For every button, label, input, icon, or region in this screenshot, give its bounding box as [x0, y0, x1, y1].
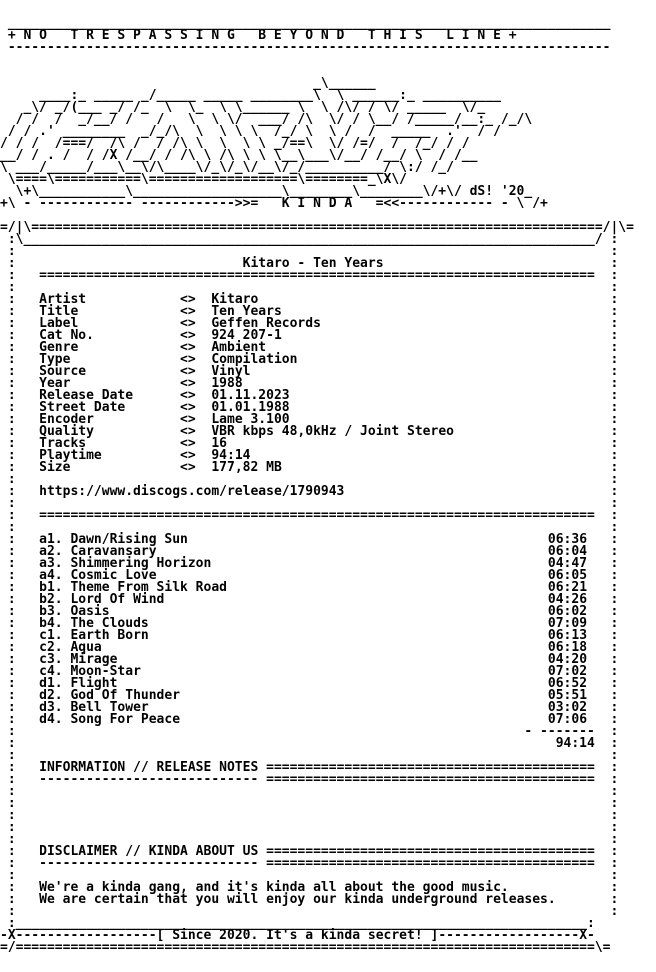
frame-left: :	[0, 820, 24, 835]
frame-right: :	[508, 880, 627, 895]
field-value: Vinyl	[211, 364, 251, 379]
frame-left: :	[0, 256, 24, 271]
frame-left: :	[0, 460, 24, 475]
track-time: 06:21	[547, 580, 588, 595]
track-title: Theme From Silk Road	[70, 580, 548, 595]
frame-left: :	[0, 892, 24, 907]
frame-left: :	[0, 520, 24, 535]
frame-left: :	[0, 508, 24, 523]
frame-right: :	[587, 712, 627, 727]
frame-left: :	[0, 664, 24, 679]
frame-left: :	[0, 412, 24, 427]
frame-right: :	[266, 340, 627, 355]
frame-right: :	[587, 652, 627, 667]
frame-right: :	[594, 760, 627, 775]
track-time: 06:18	[547, 640, 588, 655]
frame-bottom-inner: :_________________________________________________________________________:	[0, 916, 595, 931]
release-title: Kitaro - Ten Years	[242, 256, 384, 271]
frame-left: :	[0, 832, 24, 847]
nfo-document	[0, 18, 656, 968]
track-position: a3.	[39, 556, 63, 571]
frame-right: :	[281, 460, 627, 475]
field-label: Label	[39, 316, 181, 331]
banner	[0, 42, 656, 54]
frame-left: :	[0, 616, 24, 631]
frame-right: :	[587, 568, 627, 583]
frame-right: :	[23, 808, 627, 823]
field-label: Year	[39, 376, 181, 391]
footer-right: ------------------X-	[438, 928, 595, 943]
frame-left: :	[0, 808, 24, 823]
spacer	[0, 54, 656, 66]
track-title: Caravansary	[70, 544, 548, 559]
banner-line: _____________________________________________________________________________	[0, 18, 619, 31]
track-position: d3.	[39, 700, 63, 715]
frame-right: :	[587, 700, 627, 715]
frame-left: :	[0, 304, 24, 319]
frame-right: :	[587, 556, 627, 571]
track-position: b1.	[39, 580, 63, 595]
logo-art-line: __/ / . / / /X /__/ / /\ \ /\ \ \ \__\___\/__/ /__/ \ / /__	[0, 148, 556, 163]
frame-top-inner: :\_________________________________________________________________________/ :	[0, 232, 619, 247]
field-value: Ambient	[211, 340, 267, 355]
track-title: Moon-Star	[70, 664, 548, 679]
frame-right: :	[23, 832, 627, 847]
frame-right: :	[383, 256, 627, 271]
frame-right: :	[587, 628, 627, 643]
frame-right: :	[289, 412, 627, 427]
disclaimer-text: We're a kinda gang, and it's kinda all about the good music.	[39, 880, 509, 895]
track-title: God Of Thunder	[70, 688, 548, 703]
field-separator: <>	[180, 460, 196, 475]
track-time: 07:09	[547, 616, 588, 631]
frame	[0, 942, 656, 954]
field-label: Type	[39, 352, 181, 367]
frame-right: :	[23, 244, 627, 259]
track-time: 04:20	[547, 652, 588, 667]
track-time: 06:05	[547, 568, 588, 583]
frame-left: :	[0, 856, 24, 871]
frame-right: :	[242, 376, 627, 391]
field-label: Genre	[39, 340, 181, 355]
frame-left: :	[0, 436, 24, 451]
frame-left: :	[0, 628, 24, 643]
discogs-link: https://www.discogs.com/release/1790943	[39, 484, 345, 499]
frame-right: :	[250, 364, 627, 379]
field-value: 177,82 MB	[211, 460, 282, 475]
frame-left: :	[0, 772, 24, 787]
frame-left: :	[0, 472, 24, 487]
frame-right: :	[289, 388, 627, 403]
frame-left: :	[0, 844, 24, 859]
frame-left: :	[0, 316, 24, 331]
info-heading: INFORMATION // RELEASE NOTES	[39, 760, 259, 775]
field-separator: <>	[180, 304, 196, 319]
frame-left: :	[0, 652, 24, 667]
frame-right: :	[281, 304, 627, 319]
logo-art-line: / / / _/__/ / / \ \ \/ ___/ /\ \/ / \__/ /_____/__:_ /_/\	[0, 112, 587, 127]
field-separator: <>	[180, 400, 196, 415]
field-label: Release Date	[39, 388, 181, 403]
field-value: 01.01.1988	[211, 400, 290, 415]
frame-left: :	[0, 280, 24, 295]
field-value: Geffen Records	[211, 316, 321, 331]
field-separator: <>	[180, 292, 196, 307]
frame-right: :	[555, 892, 627, 907]
frame-right: :	[281, 328, 627, 343]
field-label: Artist	[39, 292, 181, 307]
footer-left: -X------------------	[0, 928, 157, 943]
field-separator: <>	[180, 352, 196, 367]
frame-right: :	[23, 784, 627, 799]
frame-left: :	[0, 328, 24, 343]
track-position: c1.	[39, 628, 63, 643]
field-separator: <>	[180, 436, 196, 451]
frame-left: :	[0, 592, 24, 607]
frame-top: =/|\=========================================================================/|\=	[0, 220, 634, 235]
field-label: Source	[39, 364, 181, 379]
frame-right: :	[289, 400, 627, 415]
frame-right: :	[320, 316, 627, 331]
banner-line: -----------------------------------------------------------------------------	[0, 40, 619, 55]
track-time: 04:26	[547, 592, 588, 607]
frame-left: :	[0, 868, 24, 883]
title-underline: =======================================================================	[39, 268, 595, 283]
frame-right: :	[23, 820, 627, 835]
divider	[0, 198, 656, 210]
field-separator: <>	[180, 388, 196, 403]
track-title: Cosmic Love	[70, 568, 548, 583]
frame-right: :	[23, 904, 627, 919]
track-time: 07:06	[547, 712, 588, 727]
logo-art-line: / / / /===/ /\ / / /\ \ \ \ \ _/==\ \/ /=/ / /_/ / /	[0, 136, 556, 151]
frame-left: :	[0, 748, 24, 763]
frame-right: :	[23, 796, 627, 811]
frame-left: :	[0, 448, 24, 463]
track-position: d2.	[39, 688, 63, 703]
track-position: c2.	[39, 640, 63, 655]
frame-left: :	[0, 484, 24, 499]
track-position: a2.	[39, 544, 63, 559]
frame-right: :	[587, 592, 627, 607]
frame-right: :	[250, 448, 627, 463]
field-label: Cat No.	[39, 328, 181, 343]
frame-left: :	[0, 580, 24, 595]
track-time: 03:02	[547, 700, 588, 715]
track-time: 06:04	[547, 544, 588, 559]
frame-left: :	[0, 904, 24, 919]
banner-line: + N O T R E S P A S S I N G B E Y O N D T H I S L I N E +	[0, 28, 525, 43]
frame-right: :	[587, 640, 627, 655]
field-value: Kitaro	[211, 292, 259, 307]
track-position: d4.	[39, 712, 63, 727]
kinda-divider: +\ - ------------ ------------>>= K I N D A =<<------------ - \ /+	[0, 196, 548, 211]
field-separator: <>	[180, 448, 196, 463]
track-title: Song For Peace	[70, 712, 548, 727]
frame-right: :	[587, 664, 627, 679]
frame-left: :	[0, 400, 24, 415]
frame-left: :	[0, 724, 24, 739]
frame-left: :	[0, 712, 24, 727]
frame-right: :	[23, 472, 627, 487]
frame-right: :	[594, 772, 627, 787]
field-value: Ten Years	[211, 304, 282, 319]
field-label: Tracks	[39, 436, 181, 451]
frame-right: :	[23, 748, 627, 763]
frame-left: :	[0, 388, 24, 403]
total-rule: - -------	[39, 724, 595, 739]
frame-right: :	[587, 532, 627, 547]
track-time: 05:51	[547, 688, 588, 703]
frame-left: :	[0, 556, 24, 571]
track-title: Oasis	[70, 604, 548, 619]
heading-rule: ==========================================	[258, 760, 595, 775]
field-label: Size	[39, 460, 181, 475]
frame-right: :	[594, 736, 627, 751]
logo-art-line: \====\===========\===================\========_\X\/	[0, 172, 470, 187]
frame-left: :	[0, 532, 24, 547]
field-separator: <>	[180, 328, 196, 343]
field-separator: <>	[180, 340, 196, 355]
field-separator: <>	[180, 412, 196, 427]
field-separator: <>	[180, 424, 196, 439]
frame-left: :	[0, 292, 24, 307]
track-position: b3.	[39, 604, 63, 619]
track-title: Bell Tower	[70, 700, 548, 715]
field-separator: <>	[180, 316, 196, 331]
track-time: 06:52	[547, 676, 588, 691]
track-time: 06:36	[547, 532, 588, 547]
frame-right: :	[23, 868, 627, 883]
frame-left: :	[0, 688, 24, 703]
frame-left: :	[0, 376, 24, 391]
frame-left: :	[0, 364, 24, 379]
frame-right: :	[23, 520, 627, 535]
frame-left: :	[0, 268, 24, 283]
track-position: a4.	[39, 568, 63, 583]
frame-left: :	[0, 676, 24, 691]
frame-right: :	[344, 484, 627, 499]
section-rule: =======================================================================	[39, 508, 595, 523]
frame-right: :	[594, 844, 627, 859]
frame-left: :	[0, 424, 24, 439]
frame-left: :	[0, 736, 24, 751]
field-separator: <>	[180, 376, 196, 391]
frame-right: :	[23, 280, 627, 295]
frame-left: :	[0, 604, 24, 619]
frame-right: :	[587, 604, 627, 619]
track-title: Aqua	[70, 640, 548, 655]
track-position: b2.	[39, 592, 63, 607]
frame-left: :	[0, 340, 24, 355]
track-title: Shimmering Horizon	[70, 556, 548, 571]
frame-right: :	[587, 688, 627, 703]
frame-bottom: =/==========================================================================\=	[0, 940, 611, 955]
field-label: Quality	[39, 424, 181, 439]
field-value: 1988	[211, 376, 243, 391]
disclaimer-text: We are certain that you will enjoy our kinda underground releases.	[39, 892, 556, 907]
frame-left: :	[0, 760, 24, 775]
disclaimer-heading: DISCLAIMER // KINDA ABOUT US	[39, 844, 259, 859]
field-separator: <>	[180, 364, 196, 379]
frame-right: :	[23, 496, 627, 511]
frame-right: :	[594, 508, 627, 523]
frame-right: :	[594, 856, 627, 871]
logo-art-line: _\______	[0, 76, 634, 91]
frame-right: :	[587, 676, 627, 691]
track-position: c3.	[39, 652, 63, 667]
logo-art-line: / / .' ________ _/_/\ \ \ \ \ /_/ \ \ / / _____ .' / /	[0, 124, 580, 139]
frame-left: :	[0, 496, 24, 511]
track-time: 07:02	[547, 664, 588, 679]
logo-art-line: \ ___/_____/___\__\/\____\/_\/_\/__\/_/__________/ \:/ /_/	[0, 160, 525, 175]
heading-underline: ---------------------------- ==========================================	[39, 856, 595, 871]
field-value: 94:14	[211, 448, 251, 463]
frame-right: :	[594, 268, 627, 283]
frame-left: :	[0, 352, 24, 367]
logo-art-line: \+\___________\___________________\________\________\/+\/ dS! '20_	[0, 184, 548, 199]
track-title: Earth Born	[70, 628, 548, 643]
field-value: Compilation	[211, 352, 298, 367]
field-value: 16	[211, 436, 227, 451]
field-value: 924 207-1	[211, 328, 282, 343]
frame-left: :	[0, 244, 24, 259]
track-time: 06:13	[547, 628, 588, 643]
frame-right: :	[227, 436, 627, 451]
footer-text: [ Since 2020. It's a kinda secret! ]	[156, 928, 439, 943]
frame-right: :	[258, 292, 627, 307]
heading-underline: ---------------------------- ==========================================	[39, 772, 595, 787]
frame-left: :	[0, 796, 24, 811]
track-time: 06:02	[547, 604, 588, 619]
field-label: Title	[39, 304, 181, 319]
frame-right: :	[587, 544, 627, 559]
track-position: d1.	[39, 676, 63, 691]
frame-left: :	[0, 568, 24, 583]
frame-left: :	[0, 700, 24, 715]
field-value: Lame 3.100	[211, 412, 290, 427]
track-position: b4.	[39, 616, 63, 631]
frame-left: :	[0, 544, 24, 559]
track-position: a1.	[39, 532, 63, 547]
field-label: Encoder	[39, 412, 181, 427]
track-title: Lord Of Wind	[70, 592, 548, 607]
field-value: VBR kbps 48,0kHz / Joint Stereo	[211, 424, 454, 439]
frame-left: :	[0, 784, 24, 799]
frame-right: :	[297, 352, 627, 367]
track-title: Dawn/Rising Sun	[70, 532, 548, 547]
frame-left: :	[0, 880, 24, 895]
track-time: 04:47	[547, 556, 588, 571]
field-value: 01.11.2023	[211, 388, 290, 403]
track-title: Flight	[70, 676, 548, 691]
frame-right: :	[587, 580, 627, 595]
logo-art-line: _\/ _/(___ _/ /_ \ \_ \ \______ \ \ /\/ / \/ _____ \/_	[0, 100, 580, 115]
frame-right: :	[587, 616, 627, 631]
field-label: Street Date	[39, 400, 181, 415]
track-title: Mirage	[70, 652, 548, 667]
frame-right: :	[594, 724, 627, 739]
logo-art-line: ____:_ _____ _/_____ _____ ________\ \ ______:_ __________	[0, 88, 634, 103]
total-playtime: 94:14	[39, 736, 595, 751]
frame-right: :	[453, 424, 627, 439]
track-position: c4.	[39, 664, 63, 679]
track-title: The Clouds	[70, 616, 548, 631]
field-label: Playtime	[39, 448, 181, 463]
frame-left: :	[0, 640, 24, 655]
heading-rule: ==========================================	[258, 844, 595, 859]
